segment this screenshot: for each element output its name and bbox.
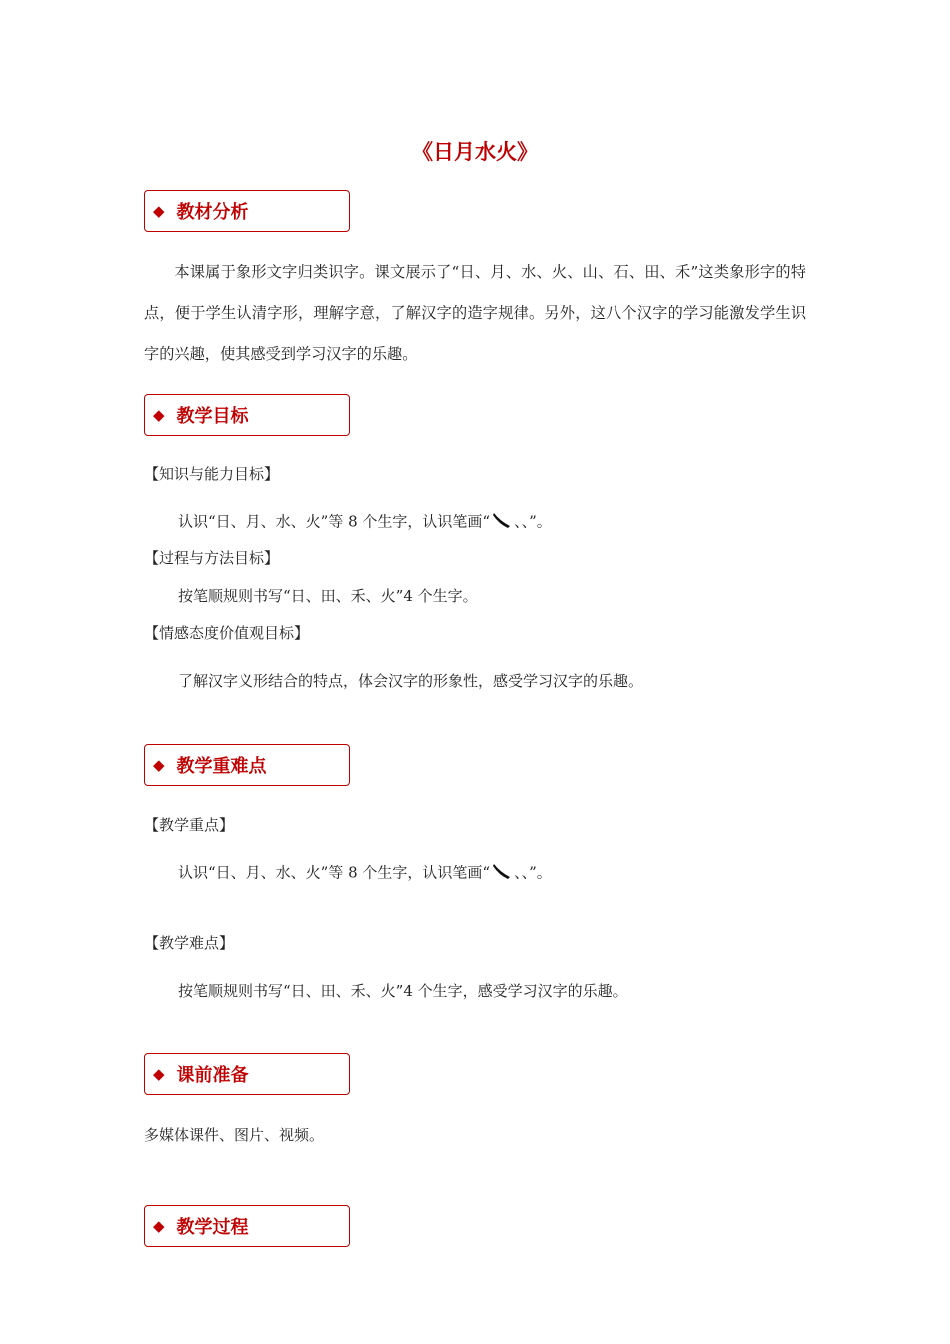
section-heading-process — [144, 1205, 350, 1247]
diamond-icon: ◆ — [153, 201, 165, 220]
key-point-text: 认识“日、月、水、火”等 8 个生字，认识笔画“ 、、”。 — [178, 862, 552, 885]
section-heading-label: 教材分析 — [176, 202, 249, 223]
section-heading-analysis — [144, 190, 350, 232]
diamond-icon: ◆ — [153, 755, 165, 774]
preparation-text: 多媒体课件、图片、视频。 — [144, 1126, 325, 1144]
diamond-icon: ◆ — [153, 405, 165, 424]
diamond-icon: ◆ — [153, 1064, 165, 1083]
page-title: 《日月水火》 — [412, 140, 538, 164]
process-goal-text: 按笔顺规则书写“日、田、禾、火”4 个生字。 — [178, 587, 478, 605]
process-goal-label: 【过程与方法目标】 — [144, 549, 280, 567]
knowledge-goal-label: 【知识与能力目标】 — [144, 465, 280, 483]
section-heading-label: 课前准备 — [176, 1065, 249, 1086]
section-heading-key-points — [144, 744, 350, 786]
analysis-paragraph: 本课属于象形文字归类识字。课文展示了“日、月、水、火、山、石、田、禾”这类象形字的特点，便于学生认清字形，理解字意，了解汉字的造字规律。另外，这八个汉字的学习能激发学生识字的兴趣，使其感受到学习汉字的乐趣。 — [144, 263, 806, 363]
diamond-icon: ◆ — [153, 1216, 165, 1235]
section-heading-label: 教学过程 — [176, 1217, 249, 1238]
difficult-point-text: 按笔顺规则书写“日、田、禾、火”4 个生字，感受学习汉字的乐趣。 — [178, 982, 628, 1000]
section-heading-label: 教学重难点 — [176, 756, 267, 777]
na-stroke-icon — [492, 511, 512, 534]
section-heading-preparation — [144, 1053, 350, 1095]
section-heading-goals — [144, 394, 350, 436]
emotion-goal-text: 了解汉字义形结合的特点，体会汉字的形象性，感受学习汉字的乐趣。 — [178, 672, 644, 690]
na-stroke-icon — [492, 862, 512, 885]
difficult-point-label: 【教学难点】 — [144, 934, 235, 952]
key-point-label: 【教学重点】 — [144, 816, 235, 834]
section-heading-label: 教学目标 — [176, 406, 249, 427]
knowledge-goal-text: 认识“日、月、水、火”等 8 个生字，认识笔画“ 、、”。 — [178, 511, 552, 534]
emotion-goal-label: 【情感态度价值观目标】 — [144, 624, 310, 642]
